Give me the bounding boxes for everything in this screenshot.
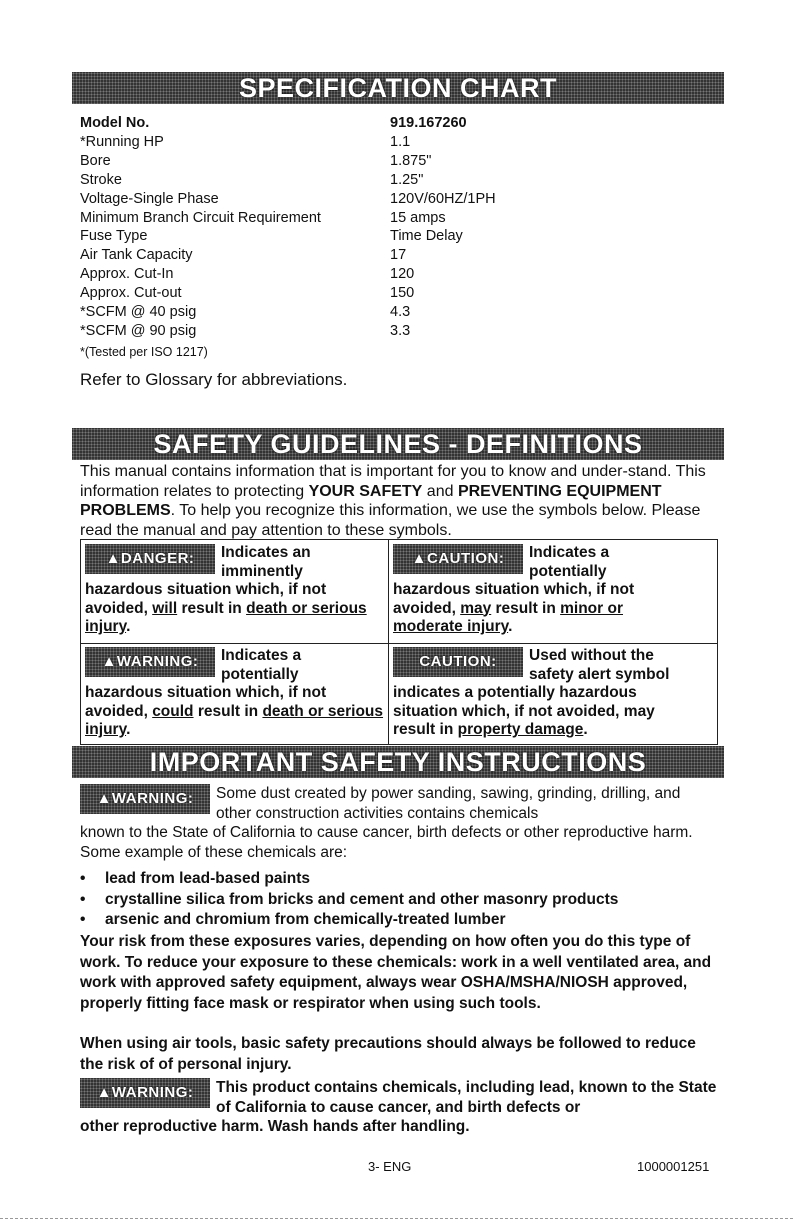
warning-lead-rest: other reproductive harm. Wash hands after handling. <box>80 1118 470 1136</box>
spec-row <box>80 209 720 228</box>
caution2-head: Used without the safety alert symbol <box>529 647 670 683</box>
caution2-cell <box>393 647 693 740</box>
page-number: 3- ENG <box>368 1159 412 1174</box>
safety-guidelines-banner: SAFETY GUIDELINES - DEFINITIONS <box>72 428 724 460</box>
warning-dust-rest: known to the State of California to cause cancer, birth defects or other reproductive harm. Some example of these chemicals are: <box>80 824 693 861</box>
list-item <box>80 890 720 911</box>
caution2-text-3: . <box>583 721 588 738</box>
caution2-body <box>393 684 693 740</box>
warning-lead-head: This product contains chemicals, including lead, known to the State of California to cause cancer, and birth defects or <box>216 1079 717 1116</box>
spec-label: Air Tank Capacity <box>80 247 193 264</box>
list-item-text: lead from lead-based paints <box>105 870 310 887</box>
tested-note: *(Tested per ISO 1217) <box>80 345 208 359</box>
warning-dust-section <box>80 784 720 862</box>
spec-value: 1.875" <box>390 152 432 169</box>
warning-lead-badge: ▲WARNING: <box>80 1078 210 1108</box>
signal-word-grid <box>80 539 718 745</box>
spec-row <box>80 171 720 190</box>
danger-body <box>85 581 385 637</box>
caution-body <box>393 581 693 637</box>
warning-text-1: hazardous situation which, if not avoided, <box>85 684 327 720</box>
warning-text-2: result in <box>193 702 263 720</box>
danger-cell <box>85 544 385 637</box>
list-item-text: arsenic and chromium from chemically-treated lumber <box>105 911 506 928</box>
risk-paragraph: Your risk from these exposures varies, depending on how often you do this type of work. To reduce your exposure to these chemicals: work in a well ventilated area, and work with approved safety equipment, always wear OSHA/MSHA/NIOSH approved, properly fitting face mask or respirator when using such tools. <box>80 933 712 1012</box>
danger-text-3: . <box>126 618 131 635</box>
spec-value: 3.3 <box>390 322 411 339</box>
spec-label: Bore <box>80 152 111 169</box>
spec-label: Fuse Type <box>80 228 148 245</box>
spec-value: 15 amps <box>390 209 446 226</box>
intro-bold-1: YOUR SAFETY <box>308 482 423 500</box>
spec-row <box>80 284 720 303</box>
warning-underline-1: could <box>152 702 194 720</box>
spec-label: Approx. Cut-In <box>80 266 174 283</box>
spec-value: Time Delay <box>390 228 463 245</box>
bullet-icon: • <box>80 890 86 908</box>
bullet-icon: • <box>80 870 86 887</box>
warning-text-3: . <box>126 721 131 738</box>
page-bottom-rule <box>0 1218 793 1219</box>
spec-row <box>80 133 720 152</box>
spec-label: Voltage-Single Phase <box>80 190 219 207</box>
caution-text-3: . <box>508 618 513 635</box>
spec-value: 150 <box>390 285 415 302</box>
list-item <box>80 869 720 890</box>
spec-row <box>80 190 720 209</box>
spec-value: 17 <box>390 247 407 264</box>
intro-bold-2: PREVENTING EQUIPMENT PROBLEMS <box>80 482 662 519</box>
bullet-icon: • <box>80 911 86 928</box>
spec-row <box>80 265 720 284</box>
spec-chart-banner: SPECIFICATION CHART <box>72 72 724 104</box>
danger-underline-1: will <box>152 599 178 617</box>
spec-value: 120V/60HZ/1PH <box>390 190 496 207</box>
spec-label: *SCFM @ 40 psig <box>80 304 197 321</box>
spec-row <box>80 227 720 246</box>
spec-value: 4.3 <box>390 304 411 321</box>
spec-label: Minimum Branch Circuit Requirement <box>80 209 321 226</box>
spec-row <box>80 303 720 322</box>
warning-dust-head: Some dust created by power sanding, sawing, grinding, drilling, and other construction activities contains chemicals <box>216 785 681 822</box>
caution2-text-1: indicates a potentially hazardous situation which, if not avoided, may result in <box>393 684 655 738</box>
grid-divider-vertical <box>388 540 389 744</box>
caution-cell <box>393 544 693 637</box>
refer-glossary: Refer to Glossary for abbreviations. <box>80 370 348 389</box>
danger-text-2: result in <box>177 599 247 617</box>
spec-label: *SCFM @ 90 psig <box>80 322 197 339</box>
warning-cell <box>85 647 385 740</box>
spec-value: 1.1 <box>390 133 411 150</box>
spec-value: 919.167260 <box>390 115 467 131</box>
chemical-list <box>80 869 720 931</box>
spec-label: *Running HP <box>80 133 164 150</box>
document-code: 1000001251 <box>637 1159 710 1174</box>
spec-value: 1.25" <box>390 171 424 188</box>
warning-badge: ▲WARNING: <box>85 647 215 677</box>
spec-label: Model No. <box>80 115 150 131</box>
intro-paragraph <box>80 462 720 540</box>
caution-text-1: hazardous situation which, if not avoided, <box>393 581 635 617</box>
spec-table <box>80 114 720 341</box>
caution-head: Indicates a potentially <box>529 544 610 580</box>
danger-text-1: hazardous situation which, if not avoided, <box>85 581 327 617</box>
warning-dust-badge: ▲WARNING: <box>80 784 210 814</box>
danger-underline-2: death or serious injury <box>85 599 367 635</box>
danger-badge: ▲DANGER: <box>85 544 215 574</box>
caution-underline-1: may <box>460 599 492 617</box>
warning-head: Indicates a potentially <box>221 647 302 683</box>
grid-divider-horizontal <box>81 643 717 644</box>
caution2-underline: property damage <box>457 721 584 738</box>
danger-head: Indicates an imminently <box>221 544 311 580</box>
list-item <box>80 910 720 931</box>
caution-text-2: result in <box>491 599 561 617</box>
caution-underline-2: minor or moderate injury <box>393 599 623 635</box>
list-item-text: crystalline silica from bricks and cement and other masonry products <box>105 890 619 908</box>
caution-badge: ▲CAUTION: <box>393 544 523 574</box>
spec-row <box>80 114 720 133</box>
spec-label: Approx. Cut-out <box>80 285 182 302</box>
intro-text-2: and <box>422 482 458 500</box>
spec-row <box>80 246 720 265</box>
warning-body <box>85 684 385 740</box>
important-safety-banner: IMPORTANT SAFETY INSTRUCTIONS <box>72 746 724 778</box>
spec-row <box>80 322 720 341</box>
caution-no-symbol-badge: CAUTION: <box>393 647 523 677</box>
warning-lead-section <box>80 1078 720 1137</box>
spec-row <box>80 152 720 171</box>
spec-label: Stroke <box>80 171 122 188</box>
intro-text-3: . To help you recognize this information, we use the symbols below. Please read the manual and pay attention to these symbols. <box>80 502 701 539</box>
air-tools-paragraph: When using air tools, basic safety precautions should always be followed to reduce the risk of of personal injury. <box>80 1035 696 1073</box>
spec-value: 120 <box>390 266 415 283</box>
intro-text-1: This manual contains information that is important for you to know and under-stand. This information relates to protecting <box>80 463 706 500</box>
warning-underline-2: death or serious injury <box>85 702 384 738</box>
